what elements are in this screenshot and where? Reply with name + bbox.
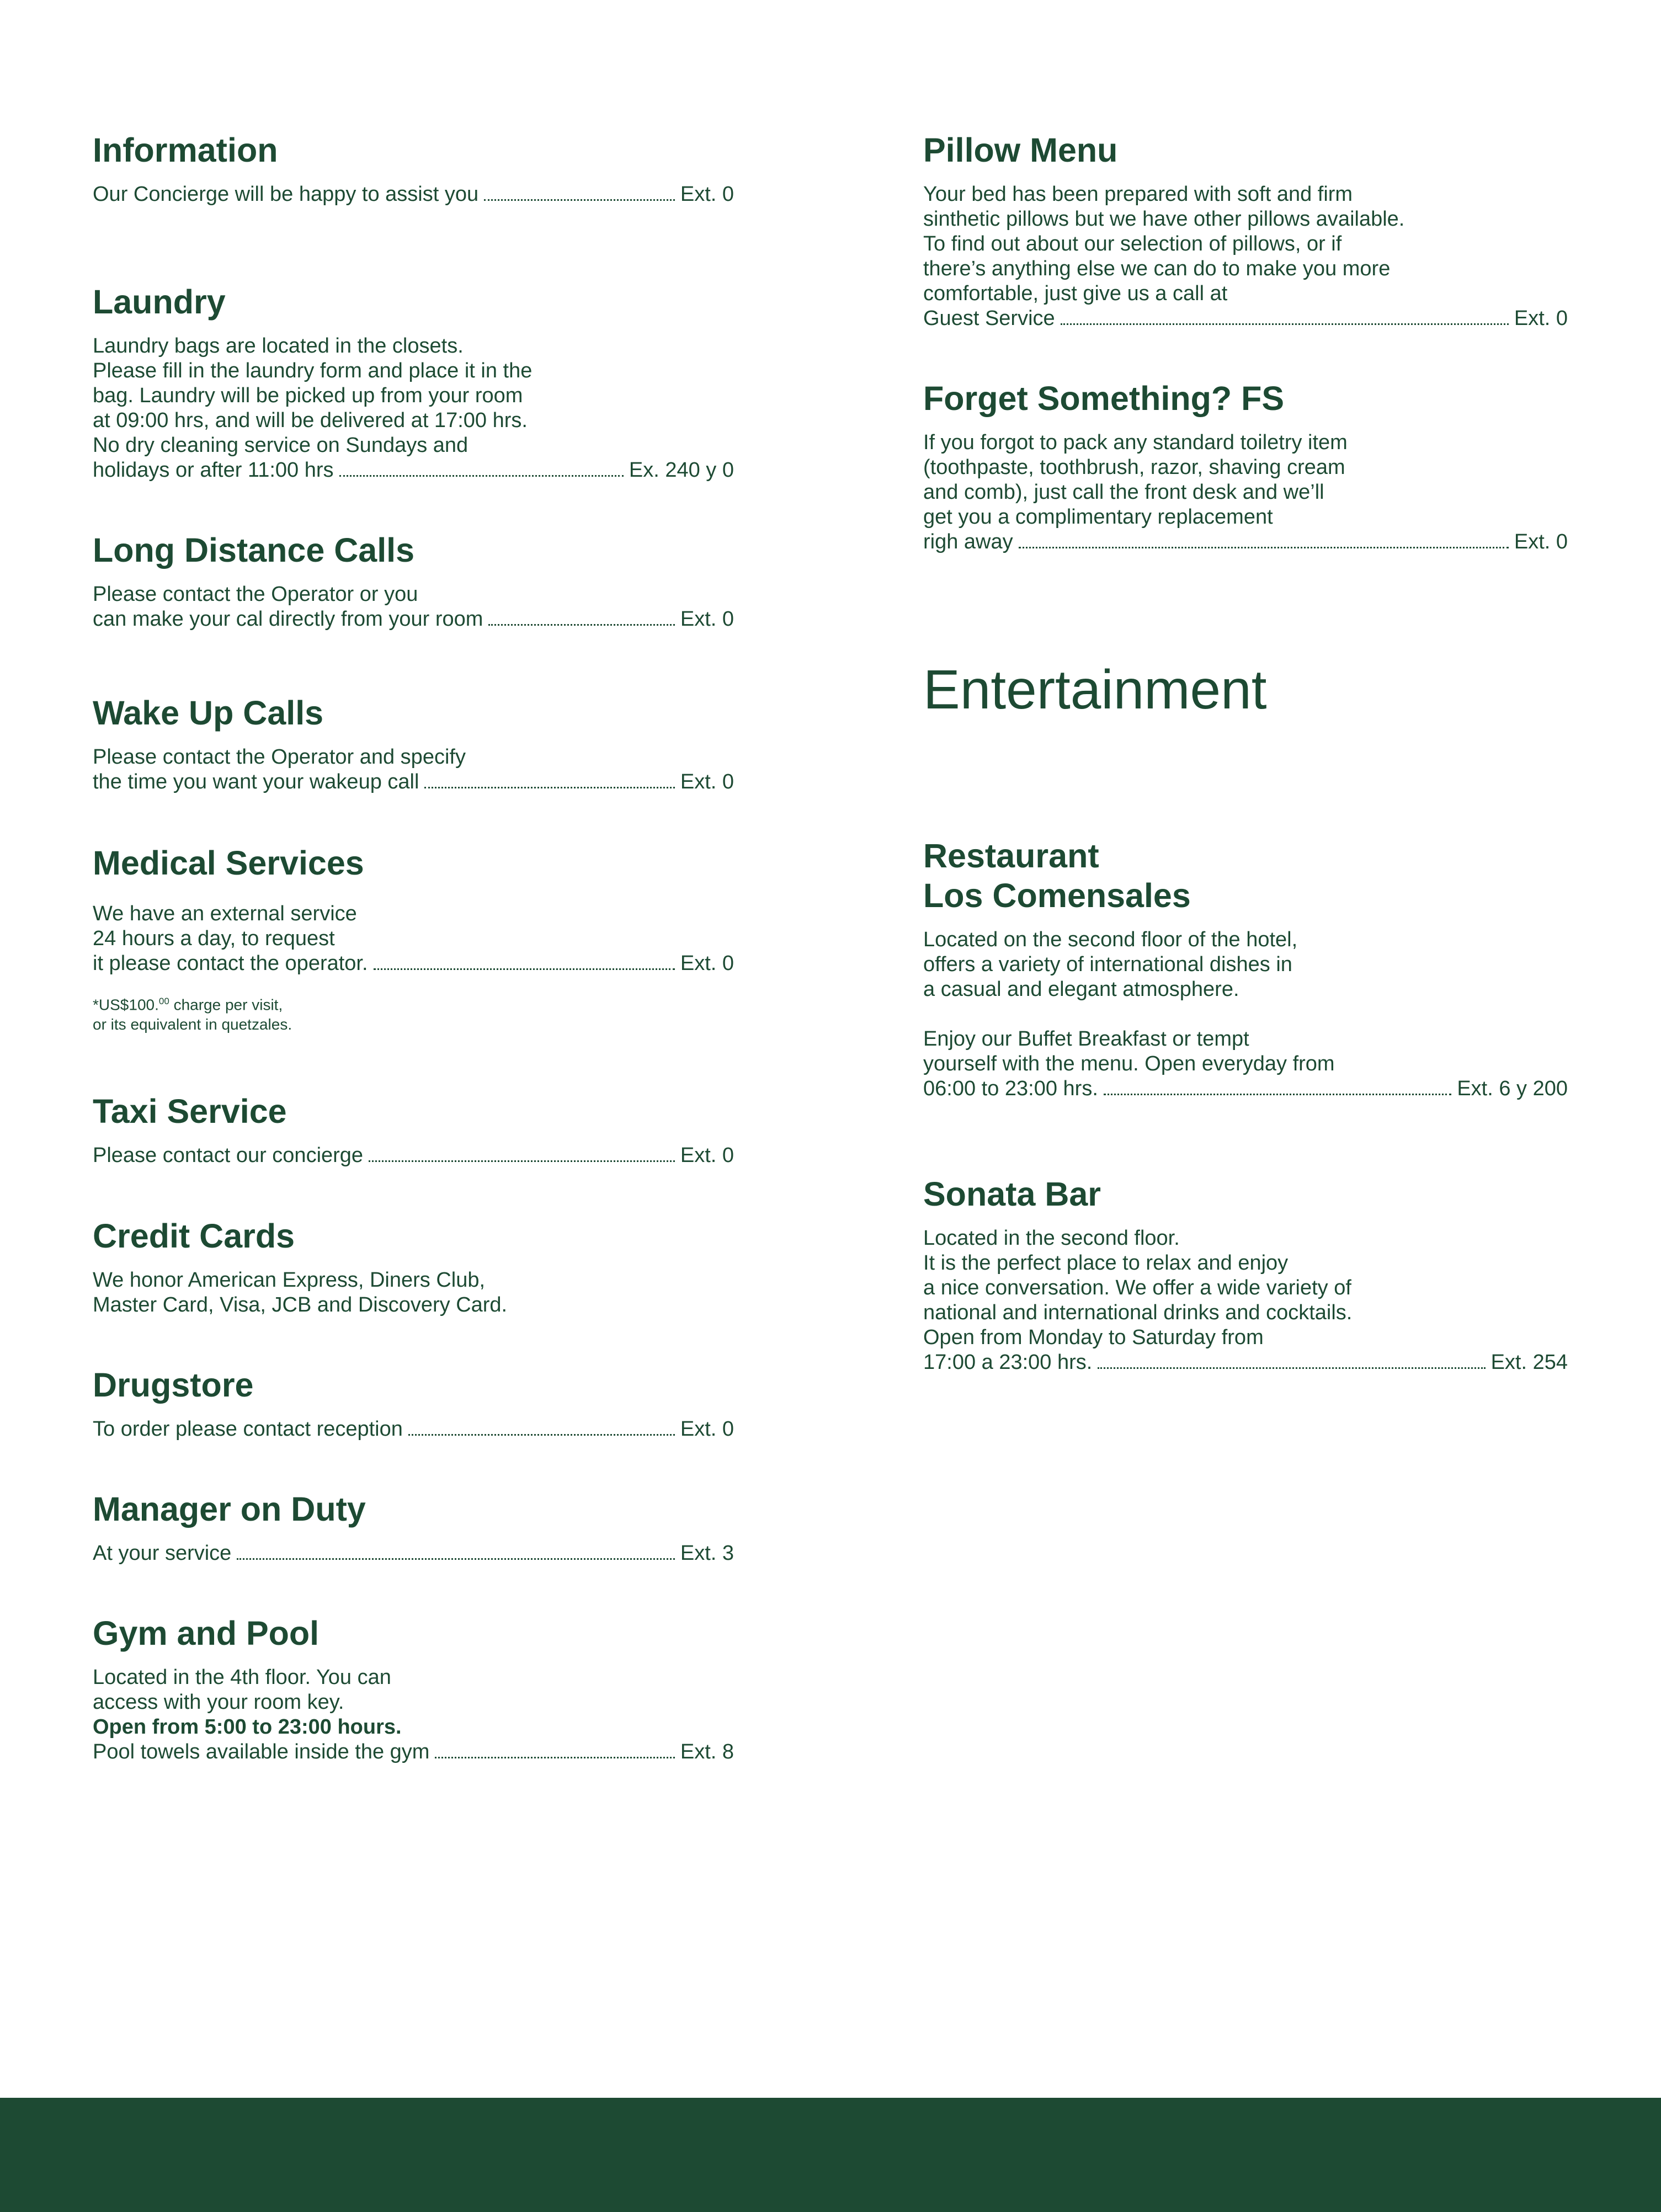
ext-row [93, 182, 734, 207]
body-line: a nice conversation. We offer a wide variety of [923, 1276, 1351, 1299]
body-line: To find out about our selection of pillows, or if [923, 232, 1342, 255]
body-line: get you a complimentary replacement [923, 505, 1273, 529]
ext-text: it please contact the operator. [93, 952, 368, 975]
ext-text: 17:00 a 23:00 hrs. [923, 1351, 1093, 1374]
section-title: Manager on Duty [93, 1490, 366, 1528]
body-line: a casual and elegant atmosphere. [923, 978, 1239, 1001]
extension-number: Ext. 0 [680, 1417, 734, 1441]
ext-text: Guest Service [923, 307, 1055, 330]
body-line: there’s anything else we can do to make you more [923, 257, 1391, 280]
body-line: Please contact the Operator and specify [93, 745, 466, 769]
section-title: Forget Something? FS [923, 380, 1285, 417]
body-line: sinthetic pillows but we have other pillows available. [923, 207, 1405, 231]
section-title: Information [93, 131, 278, 169]
footer-band [0, 2098, 1661, 2212]
body-line: comfortable, just give us a call at [923, 282, 1228, 305]
ext-text: Please contact our concierge [93, 1144, 364, 1167]
ext-text: 06:00 to 23:00 hrs. [923, 1077, 1098, 1100]
extension-number: Ext. 0 [680, 607, 734, 631]
body-line: No dry cleaning service on Sundays and [93, 434, 469, 457]
section-restaurant [923, 836, 1568, 1101]
section-title: Restaurant [923, 837, 1099, 875]
body-line: Located in the second floor. [923, 1227, 1180, 1250]
ext-row [93, 458, 734, 483]
section-drugstore [93, 1365, 734, 1442]
ext-row [93, 951, 734, 976]
section-manager-on-duty [93, 1489, 734, 1566]
section-title: Laundry [93, 283, 226, 321]
extension-number: Ext. 0 [680, 770, 734, 793]
extension-number: Ext. 3 [680, 1542, 734, 1565]
section-medical-services [93, 843, 734, 1035]
section-title: Medical Services [93, 844, 364, 882]
section-title: Gym and Pool [93, 1614, 320, 1652]
section-title: Long Distance Calls [93, 531, 415, 569]
section-taxi-service [93, 1091, 734, 1168]
extension-number: Ext. 0 [680, 1144, 734, 1167]
section-forget-something [923, 379, 1568, 555]
extension-number: Ext. 0 [1514, 530, 1568, 553]
extension-number: Ext. 8 [680, 1740, 734, 1763]
dot-leader [408, 1434, 675, 1436]
body-line: We have an external service [93, 902, 357, 925]
entertainment-heading: Entertainment [923, 659, 1267, 721]
dot-leader [339, 475, 624, 477]
section-pillow-menu [923, 130, 1568, 331]
body-line: at 09:00 hrs, and will be delivered at 17:00 hrs. [93, 409, 528, 432]
dot-leader [424, 787, 674, 788]
ext-row [923, 1076, 1568, 1101]
ext-row [923, 530, 1568, 555]
body-line: yourself with the menu. Open everyday from [923, 1052, 1335, 1075]
body-line: Master Card, Visa, JCB and Discovery Card. [93, 1293, 508, 1316]
dot-leader [1104, 1094, 1451, 1095]
body-line: It is the perfect place to relax and enjoy [923, 1251, 1289, 1275]
section-title: Pillow Menu [923, 131, 1118, 169]
section-information [93, 130, 734, 207]
dot-leader [1019, 547, 1509, 548]
body-line: We honor American Express, Diners Club, [93, 1268, 486, 1292]
extension-number: Ext. 6 y 200 [1457, 1077, 1568, 1100]
ext-text: To order please contact reception [93, 1417, 403, 1441]
ext-text: At your service [93, 1542, 232, 1565]
ext-row [923, 1350, 1568, 1375]
body-line: access with your room key. [93, 1691, 344, 1714]
section-title: Credit Cards [93, 1217, 295, 1255]
body-line: Please fill in the laundry form and place it in the [93, 359, 533, 382]
dot-leader [237, 1558, 675, 1560]
section-credit-cards [93, 1216, 734, 1318]
section-title: Taxi Service [93, 1092, 287, 1130]
body-line: and comb), just call the front desk and we’ll [923, 481, 1324, 504]
dot-leader [374, 968, 675, 970]
body-line: Located on the second floor of the hotel, [923, 928, 1298, 951]
dot-leader [369, 1160, 675, 1162]
ext-row [93, 607, 734, 632]
section-title-line2: Los Comensales [923, 877, 1191, 914]
medical-charge-note-2: or its equivalent in quetzales. [93, 1016, 292, 1033]
section-gym-and-pool [93, 1613, 734, 1765]
section-laundry [93, 282, 734, 483]
ext-text: holidays or after 11:00 hrs [93, 459, 334, 482]
section-wake-up-calls [93, 693, 734, 795]
dot-leader [484, 199, 675, 201]
dot-leader [1098, 1367, 1485, 1369]
dot-leader [435, 1757, 674, 1758]
body-line: If you forgot to pack any standard toiletry item [923, 431, 1348, 454]
section-sonata-bar [923, 1174, 1568, 1375]
body-line: 24 hours a day, to request [93, 927, 335, 950]
ext-row [93, 1143, 734, 1168]
body-line: Open from Monday to Saturday from [923, 1326, 1264, 1349]
ext-row [93, 1417, 734, 1442]
body-line: (toothpaste, toothbrush, razor, shaving cream [923, 456, 1345, 479]
ext-text: the time you want your wakeup call [93, 770, 419, 793]
section-title: Sonata Bar [923, 1175, 1101, 1213]
body-line: Your bed has been prepared with soft and firm [923, 183, 1353, 206]
ext-text: Our Concierge will be happy to assist you [93, 183, 479, 206]
extension-number: Ext. 254 [1490, 1351, 1568, 1374]
ext-row [93, 1541, 734, 1566]
body-line: offers a variety of international dishes in [923, 953, 1292, 976]
entertainment-section-heading [923, 657, 1568, 723]
body-line: bag. Laundry will be picked up from your room [93, 384, 523, 407]
section-long-distance-calls [93, 530, 734, 632]
section-title: Drugstore [93, 1366, 254, 1404]
ext-row [923, 306, 1568, 331]
gym-hours: Open from 5:00 to 23:00 hours. [93, 1715, 402, 1739]
ext-text: Pool towels available inside the gym [93, 1740, 430, 1763]
ext-text: can make your cal directly from your room [93, 607, 483, 631]
extension-number: Ext. 0 [1514, 307, 1568, 330]
body-line: national and international drinks and cocktails. [923, 1301, 1353, 1324]
dot-leader [488, 624, 674, 626]
extension-number: Ext. 0 [680, 952, 734, 975]
ext-text: righ away [923, 530, 1013, 553]
ext-row [93, 1740, 734, 1765]
extension-number: Ext. 0 [680, 183, 734, 206]
extension-number: Ex. 240 y 0 [629, 459, 734, 482]
body-line: Please contact the Operator or you [93, 583, 418, 606]
dot-leader [1061, 323, 1509, 325]
body-line: Located in the 4th floor. You can [93, 1666, 391, 1689]
section-title: Wake Up Calls [93, 694, 324, 732]
body-line: Laundry bags are located in the closets. [93, 334, 464, 358]
medical-charge-note: *US$100.00 charge per visit, [93, 996, 283, 1014]
ext-row [93, 770, 734, 795]
body-line: Enjoy our Buffet Breakfast or tempt [923, 1027, 1249, 1051]
